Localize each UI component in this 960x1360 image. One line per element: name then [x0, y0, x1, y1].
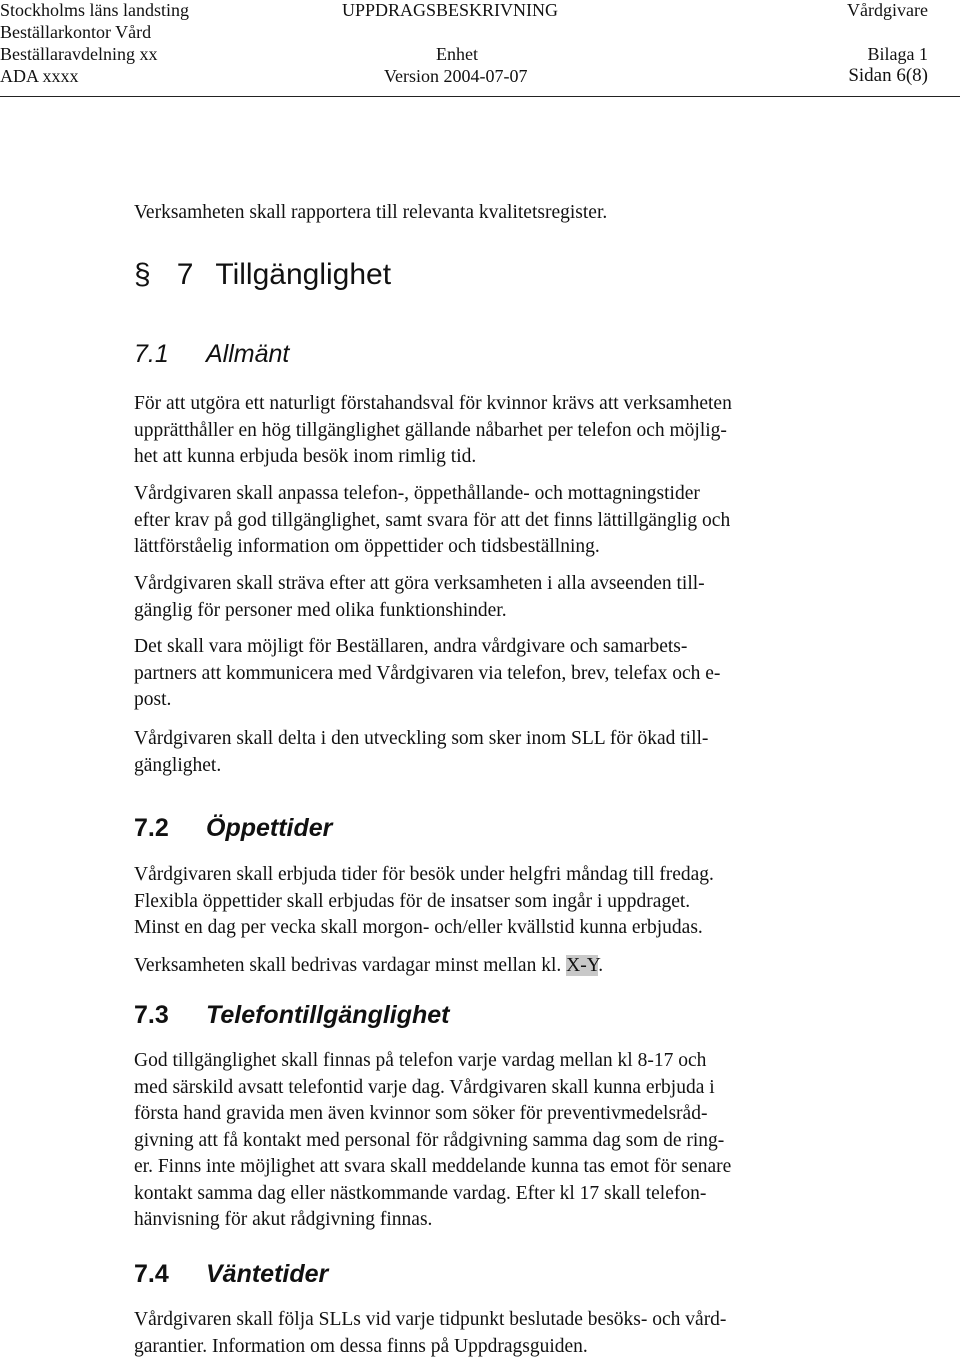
header-divider: [0, 96, 960, 97]
header-org: Stockholms läns landsting: [0, 0, 189, 20]
section-symbol: §: [134, 258, 151, 291]
section-heading-7: [134, 255, 391, 295]
section-title: Tillgänglighet: [215, 258, 392, 291]
header-department: Beställaravdelning xx: [0, 44, 158, 64]
paragraph-7-4-1: Vårdgivaren skall följa SLLs vid varje tidpunkt beslutade besöks- och vård- garantier. Information om dessa finns på Uppdragsguiden.: [134, 1309, 727, 1357]
paragraph-7-2-2: Verksamheten skall bedrivas vardagar minst mellan kl. X-Y.: [134, 955, 604, 976]
section-heading-7-2: 7.2 Öppettider: [134, 814, 333, 842]
paragraph-7-1-3: Vårdgivaren skall sträva efter att göra verksamheten i alla avseenden till- gänglig för personer med olika funktionshinder.: [134, 573, 705, 621]
intro-paragraph: Verksamheten skall rapportera till relevanta kvalitetsregister.: [134, 202, 608, 223]
header-version: Version 2004-07-07: [384, 66, 528, 86]
paragraph-7-3-1: God tillgänglighet skall finnas på telefon varje vardag mellan kl 8-17 och med särskild avsatt telefontid varje dag. Vårdgivaren skall kunna erbjuda i första hand gravida men även kvinnor som söker för preventivmedelsråd- givning att få kontakt med personal för rådgivning samma dag som de ring- er. Finns inte möjlighet att svara skall meddelande kunna tas emot för senare kontakt samma dag eller nästkommande vardag. Efter kl 17 skall telefon- hänvisning för akut rådgivning finnas.: [134, 1050, 732, 1230]
header-office: Beställarkontor Vård: [0, 22, 152, 42]
header-unit: Enhet: [436, 44, 478, 64]
paragraph-7-1-4: Det skall vara möjligt för Beställaren, andra vårdgivare och samarbets- partners att kommunicera med Vårdgivaren via telefon, brev, telefax och e- post.: [134, 636, 721, 710]
section-heading-7-4: 7.4 Väntetider: [134, 1260, 329, 1288]
section-heading-7-1: 7.1 Allmänt: [134, 340, 290, 368]
header-doc-type: UPPDRAGSBESKRIVNING: [342, 0, 559, 20]
header-ada: ADA xxxx: [0, 66, 79, 86]
header-page: Sidan 6(8): [848, 65, 928, 86]
paragraph-7-1-2: Vårdgivaren skall anpassa telefon-, öppethållande- och mottagningstider efter krav på god tillgänglighet, samt svara för att det finns lättillgänglig och lättförståelig information om öppettider och tidsbeställning.: [134, 483, 731, 557]
paragraph-7-1-5: Vårdgivaren skall delta i den utveckling som sker inom SLL för ökad till- gänglighet.: [134, 728, 709, 776]
section-heading-7-3: 7.3 Telefontillgänglighet: [134, 1001, 450, 1029]
section-number: 7: [176, 258, 194, 291]
highlighted-placeholder: X-Y: [566, 955, 599, 976]
header-provider: Vårdgivare: [847, 0, 928, 20]
paragraph-7-2-1: Vårdgivaren skall erbjuda tider för besök under helgfri måndag till fredag. Flexibla öppettider skall erbjudas för de insatser som ingår i uppdraget. Minst en dag per vecka skall morgon- och/eller kvällstid kunna erbjudas.: [134, 864, 714, 938]
header-attachment: Bilaga 1: [867, 44, 928, 64]
paragraph-7-1-1: För att utgöra ett naturligt förstahandsval för kvinnor krävs att verksamheten upprätthåller en hög tillgänglighet gällande nåbarhet per telefon och möjlig- het att kunna erbjuda besök inom rimlig tid.: [134, 393, 732, 467]
